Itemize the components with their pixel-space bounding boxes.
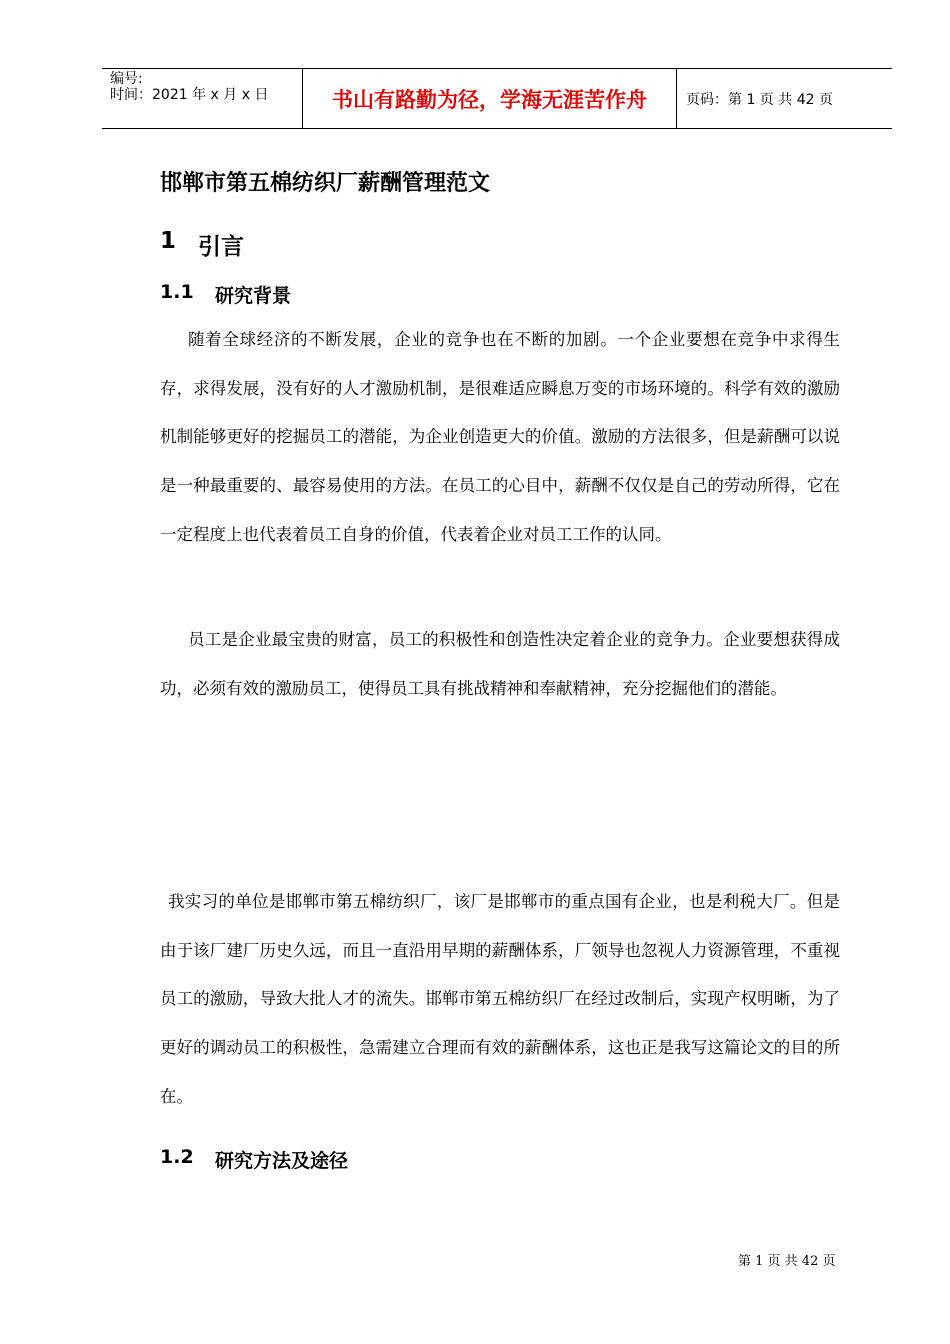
section-heading-1-2	[160, 1146, 348, 1173]
document-title: 邯郸市第五棉纺织厂薪酬管理范文	[160, 171, 491, 196]
header-page-info: 页码：第 1 页 共 42 页	[686, 91, 833, 108]
header-meta	[102, 69, 303, 128]
date-label: 时间：2021 年 x 月 x 日	[110, 87, 269, 103]
section-heading-1	[160, 228, 244, 261]
paragraph-2: 员工是企业最宝贵的财富，员工的积极性和创造性决定着企业的竞争力。企业要想获得成功，必须有效的激励员工，使得员工具有挑战精神和奉献精神，充分挖掘他们的潜能。	[160, 630, 840, 698]
number-label: 编号:	[110, 71, 143, 87]
paragraph-1: 随着全球经济的不断发展，企业的竞争也在不断的加剧。一个企业要想在竞争中求得生存，求得发展，没有好的人才激励机制，是很难适应瞬息万变的市场环境的。科学有效的激励机制能够更好的挖掘员工的潜能，为企业创造更大的价值。激励的方法很多，但是薪酬可以说是一种最重要的、最容易使用的方法。在员工的心目中，薪酬不仅仅是自己的劳动所得，它在一定程度上也代表着员工自身的价值，代表着企业对员工工作的认同。	[160, 330, 840, 544]
page-header	[102, 68, 892, 129]
section-heading-1-1	[160, 281, 291, 308]
header-motto: 书山有路勤为径，学海无涯苦作舟	[303, 69, 677, 128]
section-title: 研究方法及途径	[215, 1150, 349, 1172]
section-number: 1	[160, 228, 177, 254]
section-number: 1.1	[160, 281, 194, 303]
section-title: 研究背景	[215, 285, 292, 307]
paragraph-3: 我实习的单位是邯郸市第五棉纺织厂，该厂是邯郸市的重点国有企业，也是利税大厂。但是由于该厂建厂历史久远，而且一直沿用早期的薪酬体系，厂领导也忽视人力资源管理，不重视员工的激励，导致大批人才的流失。邯郸市第五棉纺织厂在经过改制后，实现产权明晰，为了更好的调动员工的积极性，急需建立合理而有效的薪酬体系，这也正是我写这篇论文的目的所在。	[160, 892, 840, 1106]
page-footer: 第 1 页 共 42 页	[738, 1254, 836, 1269]
section-title: 引言	[198, 234, 244, 260]
section-number: 1.2	[160, 1146, 194, 1168]
